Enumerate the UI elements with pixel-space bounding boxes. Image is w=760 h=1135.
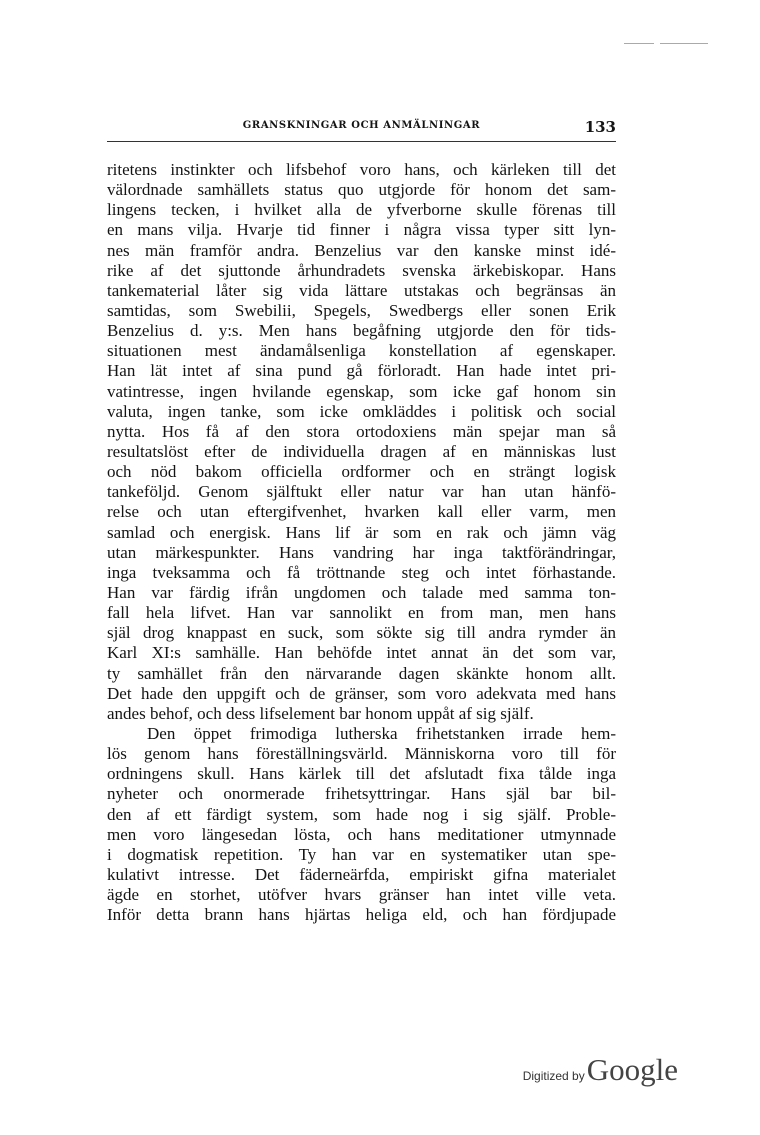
header-rule (107, 141, 616, 142)
text-line: Han lät intet af sina pund gå förloradt. Han hade intet pri- (107, 361, 616, 381)
text-line: utan märkespunkter. Hans vandring har inga taktförändringar, (107, 542, 616, 562)
text-line: nes män framför andra. Benzelius var den kanske minst idé- (107, 240, 616, 260)
text-line: kulativt intresse. Det fäderneärfda, empiriskt gifna materialet (107, 864, 616, 884)
text-line: resultatslöst efter de individuella dragen af en människas lust (107, 441, 616, 461)
text-line: en mans vilja. Hvarje tid finner i några vissa typer sitt lyn- (107, 220, 616, 240)
text-line: lös genom hans föreställningsvärld. Människorna voro till för (107, 744, 616, 764)
text-line: själ drog knappast en suck, som sökte sig till andra rymder än (107, 623, 616, 643)
text-line: inga tveksamma och få tröttnande steg och intet förhastande. (107, 562, 616, 582)
text-line: Han var färdig ifrån ungdomen och talade med samma ton- (107, 582, 616, 602)
text-line: valuta, ingen tanke, som icke omkläddes i politisk och social (107, 401, 616, 421)
text-line: relse och utan eftergifvenhet, hvarken kall eller varm, men (107, 502, 616, 522)
text-line: Karl XI:s samhälle. Han behöfde intet annat än det som var, (107, 643, 616, 663)
running-title: GRANSKNINGAR OCH ANMÄLNINGAR (242, 120, 481, 131)
google-logo: Google (586, 1052, 678, 1087)
text-line: men voro längesedan lösta, och hans meditationer utmynnade (107, 824, 616, 844)
body-text (107, 160, 616, 925)
text-line: ägde en storhet, utöfver hvars gränser han intet ville veta. (107, 885, 616, 905)
text-line: nytta. Hos få af den stora ortodoxiens män spejar man så (107, 421, 616, 441)
text-line: tankematerial låter sig vida lättare utstakas och begränsas än (107, 280, 616, 300)
text-line: samtidas, som Swebilii, Spegels, Swedbergs eller sonen Erik (107, 300, 616, 320)
page-number: 133 (584, 118, 616, 136)
digitized-watermark (523, 1052, 678, 1088)
text-line: lingens tecken, i hvilket alla de yfverborne skulle förenas till (107, 200, 616, 220)
text-line: situationen mest ändamålsenliga konstellation af egenskaper. (107, 341, 616, 361)
page-header (107, 118, 616, 138)
watermark-prefix: Digitized by (522, 1069, 585, 1083)
text-line: i dogmatisk repetition. Ty han var en systematiker utan spe- (107, 844, 616, 864)
text-line: välordnade samhällets status quo utgjorde för honom det sam- (107, 180, 616, 200)
text-line: vatintresse, ingen hvilande egenskap, som icke gaf honom sin (107, 381, 616, 401)
text-line: Benzelius d. y:s. Men hans begåfning utgjorde den för tids- (107, 321, 616, 341)
paragraph-start-line: Den öppet frimodiga lutherska frihetstanken irrade hem- (147, 723, 616, 743)
text-line: Det hade den uppgift och de gränser, som voro adekvata med hans (107, 683, 616, 703)
text-line: den af ett färdigt system, som hade nog i sig själf. Proble- (107, 804, 616, 824)
text-line: nyheter och onormerade frihetsyttringar. Hans själ bar bil- (107, 784, 616, 804)
text-line: ty samhället från den närvarande dagen skänkte honom allt. (107, 663, 616, 683)
text-line: tankeföljd. Genom själftukt eller natur var han utan hänfö- (107, 482, 616, 502)
text-line: fall hela lifvet. Han var sannolikt en from man, men hans (107, 603, 616, 623)
text-line: Inför detta brann hans hjärtas heliga eld, och han fördjupade (107, 905, 616, 925)
text-line: ritetens instinkter och lifsbehof voro hans, och kärleken till det (107, 160, 616, 179)
scan-mark-2 (660, 43, 708, 44)
scan-mark-1 (624, 43, 654, 44)
text-line: rike af det sjuttonde århundradets svenska ärkebiskopar. Hans (107, 260, 616, 280)
text-line: och nöd bakom officiella ordformer och en strängt logisk (107, 462, 616, 482)
text-line: samlad och energisk. Hans lif är som en rak och jämn väg (107, 522, 616, 542)
paragraph-end-line: andes behof, och dess lifselement bar honom uppåt af sig själf. (107, 703, 534, 723)
text-line: ordningens skull. Hans kärlek till det afslutadt fixa tålde inga (107, 764, 616, 784)
